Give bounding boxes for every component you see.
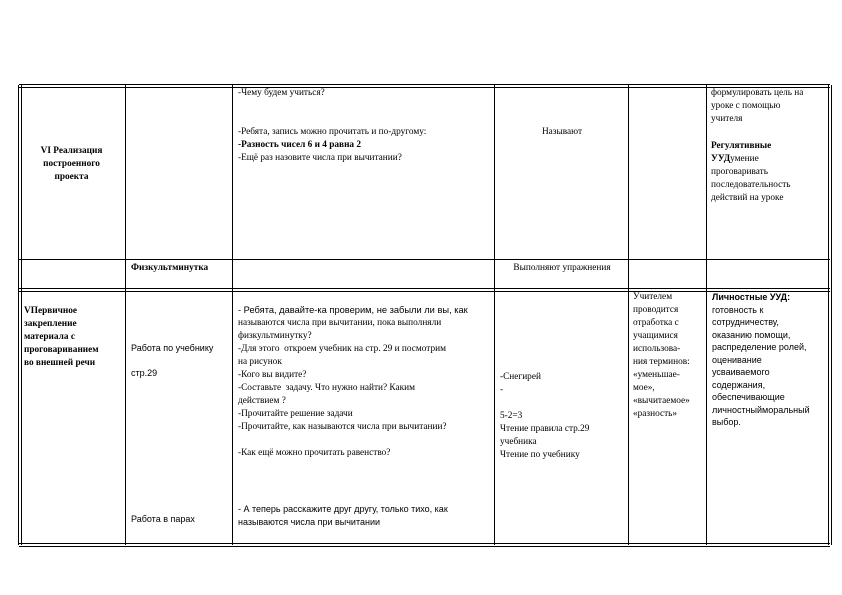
- control-text: «разность»: [633, 409, 678, 419]
- table-border-bottom: [19, 543, 830, 547]
- teacher-text: -Как ещё можно прочитать равенство?: [238, 448, 391, 458]
- uud-text: усваиваемого: [712, 367, 770, 377]
- teacher-text: -Ребята, запись можно прочитать и по-другому:: [238, 127, 427, 137]
- uud-text: личностныйморальный: [712, 404, 810, 415]
- uud-text: проговаривать: [711, 167, 768, 177]
- stage-cell: [20, 145, 123, 184]
- student-text: 5-2=3: [500, 411, 523, 421]
- stage-cell: [24, 305, 124, 370]
- method-text: стр.29: [131, 367, 158, 378]
- stage-line: проекта: [54, 172, 89, 182]
- uud-text: сотрудничеству,: [712, 317, 779, 327]
- teacher-text: -Кого вы видите?: [238, 370, 307, 380]
- control-text: отработка с: [633, 318, 679, 328]
- uud-text: умение: [730, 154, 759, 164]
- uud-text: действий на уроке: [711, 193, 784, 203]
- teacher-text: -Прочитайте, как называются числа при вычитании?: [238, 422, 447, 432]
- control-text: учащимися: [633, 331, 678, 341]
- teacher-text: называются числа при вычитании: [238, 516, 381, 527]
- teacher-text: действием ?: [238, 396, 286, 406]
- column-divider: [706, 85, 707, 545]
- stage-line: VI Реализация: [40, 146, 103, 156]
- teacher-activity-cell: [238, 87, 492, 165]
- physical-break-cell: [131, 262, 231, 275]
- teacher-text: - А теперь расскажите друг другу, только тихо, как: [238, 504, 448, 514]
- control-cell: [633, 291, 705, 421]
- uud-text: уроке с помощью: [711, 101, 781, 111]
- student-text: Выполняют упражнения: [513, 263, 611, 273]
- method-text: Работа в парах: [131, 514, 195, 524]
- method-cell: [131, 342, 231, 379]
- teacher-text: - Ребята, давайте-ка проверим, не забыли ли вы, как: [238, 305, 468, 315]
- uud-text: формулировать цель на: [711, 88, 804, 98]
- student-text: Называют: [541, 127, 583, 137]
- method-text: Работа по учебнику: [131, 343, 214, 353]
- column-divider: [232, 85, 233, 545]
- student-text: учебника: [500, 437, 537, 447]
- uud-text: выбор.: [712, 417, 741, 427]
- uud-text: оказанию помощи,: [712, 329, 791, 340]
- student-activity-cell: [500, 371, 626, 462]
- column-divider: [125, 85, 126, 545]
- control-text: «вычитаемое»: [633, 396, 690, 406]
- stage-line: VПервичное: [24, 306, 77, 316]
- teacher-text: [238, 434, 492, 447]
- student-activity-cell: [496, 262, 628, 275]
- uud-cell: [711, 87, 827, 205]
- uud-heading: Личностные УУД:: [712, 292, 791, 302]
- column-divider: [628, 85, 629, 545]
- teacher-text: -Для этого откроем учебник на стр. 29 и посмотрим: [238, 344, 446, 354]
- student-text: -Снегирей: [500, 372, 541, 382]
- table-border-right: [828, 85, 832, 545]
- teacher-text: -Чему будем учиться?: [238, 88, 325, 98]
- stage-line: проговариванием: [24, 345, 99, 355]
- column-divider: [494, 85, 495, 545]
- uud-text: учителя: [711, 114, 743, 124]
- student-text: -: [500, 385, 504, 395]
- uud-heading: УУД: [711, 154, 731, 164]
- table-row-divider: [19, 259, 830, 260]
- teacher-text: физкультминутку?: [238, 331, 312, 341]
- teacher-activity-cell: [238, 304, 492, 460]
- uud-text: готовность к: [712, 304, 764, 315]
- stage-line: закрепление: [24, 319, 77, 329]
- student-activity-cell: [496, 126, 628, 139]
- control-text: Учителем: [633, 292, 673, 302]
- control-text: мое»,: [633, 383, 655, 393]
- teacher-text: -Разность чисел 6 и 4 равна 2: [238, 140, 362, 150]
- stage-line: материала с: [24, 332, 75, 342]
- uud-heading: Регулятивные: [711, 141, 772, 151]
- uud-text: последовательность: [711, 180, 791, 190]
- teacher-text: на рисунок: [238, 357, 282, 367]
- student-text: Чтение правила стр.29: [500, 424, 590, 434]
- method-cell: [131, 513, 231, 526]
- stage-line: во внешней речи: [24, 358, 96, 368]
- uud-text: оценивание: [712, 354, 762, 365]
- control-text: «уменьшае-: [633, 370, 680, 380]
- teacher-text: -Прочитайте решение задачи: [238, 409, 353, 419]
- teacher-pairs-cell: [238, 503, 492, 528]
- uud-text: обеспечивающие: [712, 392, 785, 402]
- control-text: ния терминов:: [633, 357, 690, 367]
- student-text: Чтение по учебнику: [500, 450, 580, 460]
- stage-line: построенного: [43, 159, 100, 169]
- control-text: проводится: [633, 305, 679, 315]
- teacher-text: -Ещё раз назовите числа при вычитании?: [238, 153, 402, 163]
- student-text: [500, 397, 626, 410]
- uud-text: содержания,: [712, 379, 766, 390]
- teacher-text: -Составьте задачу. Что нужно найти? Каким: [238, 383, 416, 393]
- teacher-text: называются числа при вычитании, пока выполняли: [238, 318, 442, 328]
- control-text: использова-: [633, 344, 681, 354]
- uud-text: распределение ролей,: [712, 342, 807, 352]
- physical-break-title: Физкультминутка: [131, 263, 209, 273]
- uud-cell: [712, 291, 828, 429]
- table-row-divider: [19, 288, 830, 292]
